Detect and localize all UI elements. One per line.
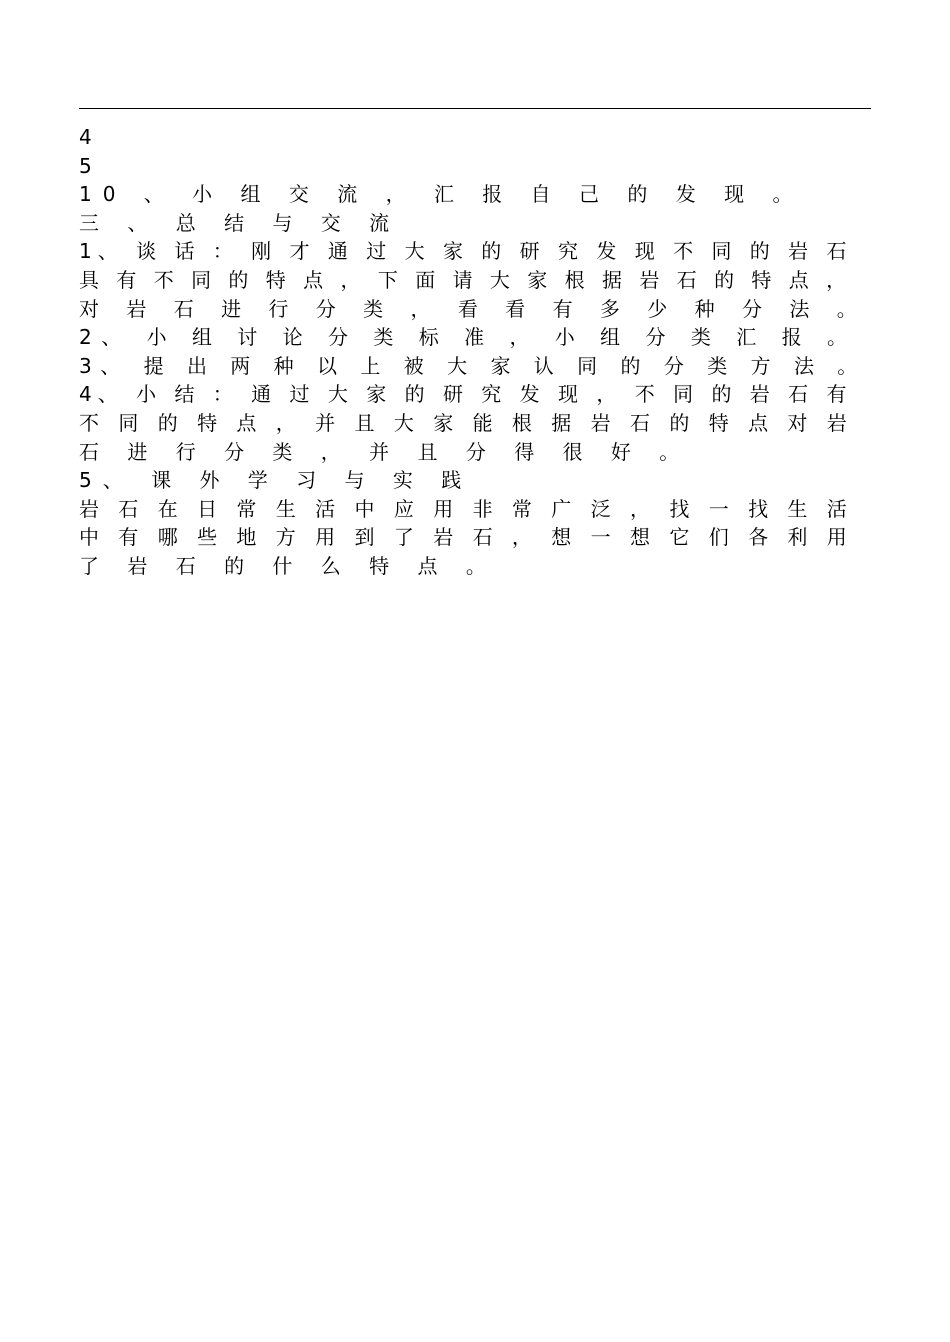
item-4-summary-line-3: 石 进 行 分 类 ， 并 且 分 得 很 好 。 <box>79 439 691 464</box>
practice-paragraph-line-2: 中 有 哪 些 地 方 用 到 了 岩 石 ， 想 一 想 它 们 各 利 用 <box>79 525 854 550</box>
item-3-classification-methods: 3、 提 出 两 种 以 上 被 大 家 认 同 的 分 类 方 法 。 <box>79 353 866 378</box>
section-heading-summary: 三 、 总 结 与 交 流 <box>79 210 401 235</box>
document-body <box>79 123 871 581</box>
item-1-talk-line-2: 具 有 不 同 的 特 点 ， 下 面 请 大 家 根 据 岩 石 的 特 点 ， <box>79 267 852 292</box>
line-number-5: 5 <box>79 153 92 178</box>
practice-paragraph-line-1: 岩 石 在 日 常 生 活 中 应 用 非 常 广 泛 ， 找 一 找 生 活 <box>79 496 854 521</box>
item-1-talk-line-1: 1、 谈 话 ： 刚 才 通 过 大 家 的 研 究 发 现 不 同 的 岩 石 <box>79 239 853 264</box>
step-10-group-exchange: 10 、 小 组 交 流 ， 汇 报 自 己 的 发 现 。 <box>79 182 804 207</box>
practice-paragraph-line-3: 了 岩 石 的 什 么 特 点 。 <box>79 553 497 578</box>
item-5-extracurricular: 5、 课 外 学 习 与 实 践 <box>79 468 473 493</box>
item-2-group-discussion: 2、 小 组 讨 论 分 类 标 准 ， 小 组 分 类 汇 报 。 <box>79 325 857 350</box>
header-rule <box>79 108 871 109</box>
item-4-summary-line-1: 4、 小 结 ： 通 过 大 家 的 研 究 发 现 ， 不 同 的 岩 石 有 <box>79 382 853 407</box>
item-1-talk-line-3: 对 岩 石 进 行 分 类 ， 看 看 有 多 少 种 分 法 。 <box>79 296 868 321</box>
line-number-4: 4 <box>79 125 92 149</box>
item-4-summary-line-2: 不 同 的 特 点 ， 并 且 大 家 能 根 据 岩 石 的 特 点 对 岩 <box>79 410 854 435</box>
